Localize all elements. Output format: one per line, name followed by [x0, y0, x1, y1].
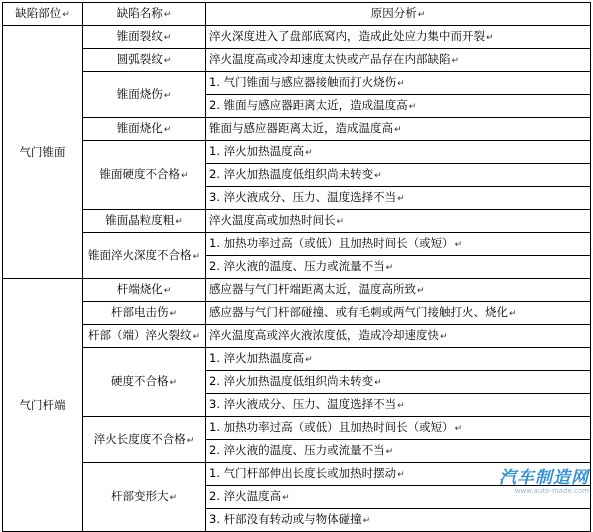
- cause-cell: [206, 440, 591, 463]
- paragraph-mark: ↵: [397, 470, 405, 480]
- defect-name: 锥面硬度不合格: [99, 167, 180, 181]
- cause-cell: [206, 302, 591, 325]
- cause-text: 感应器与气门杆部碰撞、或有毛刺或两气门接触打火、烧化: [209, 305, 508, 319]
- defect-location: 气门锥面: [19, 145, 66, 159]
- header-defect-name: 缺陷名称↵: [83, 3, 206, 26]
- paragraph-mark: ↵: [486, 33, 494, 43]
- header-cause: 原因分析↵: [206, 3, 591, 26]
- paragraph-mark: ↵: [385, 447, 394, 457]
- paragraph-mark: ↵: [169, 493, 178, 503]
- table-row: [3, 233, 591, 256]
- cause-cell: [206, 26, 591, 49]
- cause-cell: [206, 233, 591, 256]
- paragraph-mark: ↵: [408, 102, 417, 112]
- cause-text: 1. 加热功率过高（或低）且加热时间长（或短）: [209, 420, 454, 434]
- defect-cause-table: [2, 2, 591, 532]
- defect-name: 淬火长度度不合格: [93, 431, 186, 446]
- cause-cell: [206, 279, 591, 302]
- paragraph-mark: ↵: [397, 401, 405, 411]
- cause-text: 2. 淬火加热温度低组织尚未转变: [209, 374, 374, 388]
- paragraph-mark: ↵: [305, 355, 313, 365]
- defect-name: 锥面淬火深度不合格: [87, 247, 192, 262]
- defect-name-cell: [83, 118, 206, 141]
- paragraph-mark: ↵: [417, 286, 425, 296]
- defect-location-cell: [3, 26, 83, 279]
- watermark-brand: 汽车制造网: [499, 468, 589, 488]
- cause-text: 2. 淬火加热温度低组织尚未转变: [209, 167, 374, 181]
- defect-name: 锥面烧化: [116, 121, 163, 135]
- cause-text: 3. 淬火液成分、压力、温度选择不当: [209, 397, 397, 411]
- cause-text: 锥面与感应器距离太近，造成温度高: [209, 121, 393, 135]
- paragraph-mark: ↵: [394, 125, 402, 135]
- defect-name: 杆部（端）淬火裂纹: [87, 328, 192, 342]
- watermark-logo: [499, 470, 589, 495]
- cause-text: 1. 淬火加热温度高: [209, 144, 305, 158]
- paragraph-mark: ↵: [169, 378, 178, 388]
- paragraph-mark: ↵: [336, 217, 345, 227]
- table-row: [3, 348, 591, 371]
- cause-cell: [206, 141, 591, 164]
- table-row: [3, 49, 591, 72]
- table-header-row: [3, 3, 591, 26]
- paragraph-mark: ↵: [454, 240, 463, 250]
- paragraph-mark: ↵: [362, 516, 371, 526]
- paragraph-mark: ↵: [163, 33, 172, 43]
- cause-text: 2. 锥面与感应器距离太近，造成温度高: [209, 98, 408, 112]
- cause-cell: [206, 118, 591, 141]
- defect-name: 硬度不合格: [110, 374, 169, 388]
- defect-name-cell: [83, 279, 206, 302]
- defect-name-cell: [83, 417, 206, 463]
- cause-cell: [206, 187, 591, 210]
- cause-text: 淬火温度高或冷却速度太快或产品存在内部缺陷: [209, 52, 451, 66]
- cause-text: 感应器与气门杆端距离太近，温度高所致: [209, 282, 416, 296]
- paragraph-mark: ↵: [169, 309, 178, 319]
- table-body: [3, 26, 591, 532]
- paragraph-mark: ↵: [374, 378, 382, 388]
- defect-name-cell: [83, 325, 206, 348]
- cause-cell: [206, 49, 591, 72]
- paragraph-mark: ↵: [509, 309, 517, 319]
- cause-text: 3. 淬火液成分、压力、温度选择不当: [209, 190, 397, 204]
- paragraph-mark: ↵: [163, 286, 172, 296]
- paragraph-mark: ↵: [192, 332, 201, 342]
- defect-name: 锥面裂纹: [116, 29, 163, 43]
- defect-name: 杆部变形大: [110, 489, 169, 503]
- cause-text: 1. 气门锥面与感应器接触而打火烧伤: [209, 75, 397, 89]
- cause-cell: [206, 256, 591, 279]
- defect-name-cell: [83, 302, 206, 325]
- table-row: [3, 302, 591, 325]
- paragraph-mark: ↵: [282, 493, 290, 503]
- table-row: [3, 210, 591, 233]
- paragraph-mark: ↵: [454, 424, 463, 434]
- table-row: [3, 417, 591, 440]
- paragraph-mark: ↵: [440, 332, 448, 342]
- defect-location-cell: [3, 279, 83, 532]
- table-row: [3, 26, 591, 49]
- paragraph-mark: ↵: [374, 171, 382, 181]
- paragraph-mark: ↵: [163, 125, 172, 135]
- cause-text: 淬火深度进入了盘部底窝内，造成此处应力集中而开裂: [209, 29, 485, 43]
- cause-text: 1. 气门杆部伸出长度长或加热时摆动: [209, 466, 397, 480]
- paragraph-mark: ↵: [163, 90, 172, 101]
- cause-cell: [206, 164, 591, 187]
- defect-name: 锥面烧伤: [116, 86, 163, 101]
- paragraph-mark: ↵: [180, 171, 189, 181]
- header-location: 缺陷部位↵: [3, 3, 83, 26]
- cause-text: 2. 淬火温度高: [209, 489, 282, 503]
- defect-name: 锥面晶粒度粗: [105, 213, 175, 227]
- paragraph-mark: ↵: [397, 194, 405, 204]
- table-row: [3, 72, 591, 95]
- defect-location: 气门杆端: [19, 398, 66, 412]
- watermark-url: www.auto-made.com: [514, 487, 589, 495]
- defect-name-cell: [83, 72, 206, 118]
- defect-name: 杆端烧化: [116, 282, 163, 296]
- paragraph-mark: ↵: [163, 56, 172, 66]
- cause-cell: [206, 394, 591, 417]
- table-row: [3, 141, 591, 164]
- cause-cell: [206, 72, 591, 95]
- paragraph-mark: ↵: [175, 217, 183, 227]
- defect-name-cell: [83, 463, 206, 532]
- cause-cell: [206, 210, 591, 233]
- cause-text: 2. 淬火液的温度、压力或流量不当: [209, 443, 385, 457]
- defect-name: 圆弧裂纹: [116, 52, 163, 66]
- table-row: [3, 279, 591, 302]
- defect-name: 杆部电击伤: [110, 305, 169, 319]
- cause-text: 1. 加热功率过高（或低）且加热时间长（或短）: [209, 236, 454, 250]
- cause-cell: [206, 509, 591, 532]
- cause-cell: [206, 325, 591, 348]
- paragraph-mark: ↵: [451, 56, 460, 66]
- paragraph-mark: ↵: [192, 251, 201, 262]
- cause-cell: [206, 95, 591, 118]
- cause-text: 2. 淬火液的温度、压力或流量不当: [209, 259, 385, 273]
- paragraph-mark: ↵: [305, 148, 313, 158]
- cause-cell: [206, 371, 591, 394]
- table-row: [3, 325, 591, 348]
- defect-name-cell: [83, 49, 206, 72]
- cause-cell: [206, 348, 591, 371]
- cause-cell: [206, 417, 591, 440]
- defect-name-cell: [83, 348, 206, 417]
- defect-name-cell: [83, 210, 206, 233]
- defect-name-cell: [83, 141, 206, 210]
- cause-text: 淬火温度高或淬火液浓度低，造成冷却速度快: [209, 328, 439, 342]
- defect-name-cell: [83, 233, 206, 279]
- paragraph-mark: ↵: [397, 79, 405, 89]
- paragraph-mark: ↵: [385, 263, 394, 273]
- cause-text: 3. 杆部没有转动或与物体碰撞: [209, 512, 362, 526]
- table-row: [3, 118, 591, 141]
- cause-text: 淬火温度高或加热时间长: [209, 213, 336, 227]
- cause-text: 1. 淬火加热温度高: [209, 351, 305, 365]
- paragraph-mark: ↵: [186, 435, 195, 446]
- defect-name-cell: [83, 26, 206, 49]
